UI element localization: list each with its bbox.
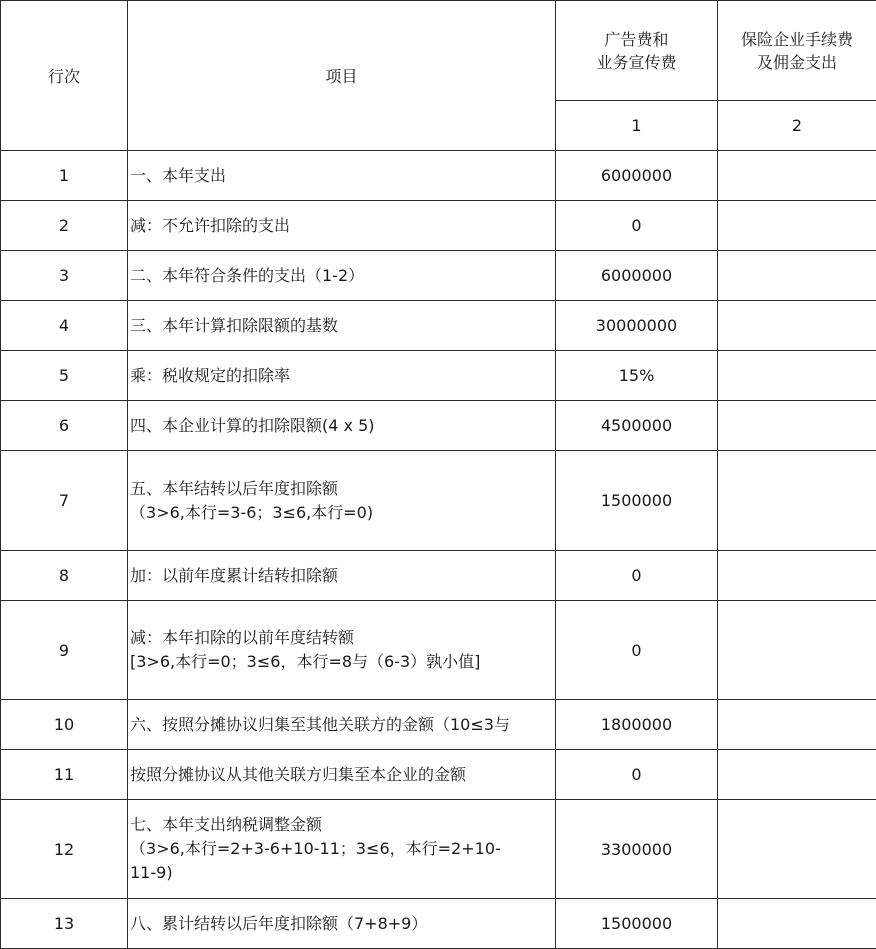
row-item-line: 五、本年结转以后年度扣除额 (130, 477, 555, 501)
row-col1-value: 1500000 (556, 451, 718, 551)
row-col1-value: 0 (556, 201, 718, 251)
row-item (128, 750, 556, 800)
header-row (1, 1, 876, 101)
row-col1-value: 6000000 (556, 251, 718, 301)
row-item-line: [3>6,本行=0；3≤6，本行=8与（6-3）孰小值] (130, 650, 555, 674)
row-number: 8 (1, 551, 128, 601)
table-row (1, 601, 876, 700)
row-item (128, 551, 556, 601)
row-col1-value: 0 (556, 750, 718, 800)
header-row-no: 行次 (1, 1, 128, 151)
row-item-line: 乘：税收规定的扣除率 (130, 364, 555, 388)
row-col1-value: 0 (556, 551, 718, 601)
header-col1-index: 1 (556, 101, 718, 151)
row-number: 12 (1, 800, 128, 899)
row-col2-value (718, 700, 876, 750)
table-row (1, 899, 876, 949)
row-item-line: 三、本年计算扣除限额的基数 (130, 314, 555, 338)
row-col1-value: 1500000 (556, 899, 718, 949)
table-row (1, 151, 876, 201)
row-col2-value (718, 201, 876, 251)
table-row (1, 551, 876, 601)
row-number: 1 (1, 151, 128, 201)
row-col2-value (718, 301, 876, 351)
row-col2-value (718, 401, 876, 451)
row-item-line: （3>6,本行=3-6；3≤6,本行=0) (130, 501, 555, 525)
row-item (128, 899, 556, 949)
row-item-line: 八、累计结转以后年度扣除额（7+8+9） (130, 912, 555, 936)
row-item-line: 四、本企业计算的扣除限额(4 x 5) (130, 414, 555, 438)
row-item-line: 六、按照分摊协议归集至其他关联方的金额（10≤3与 (130, 713, 555, 737)
row-col2-value (718, 351, 876, 401)
header-col1-title-line2: 业务宣传费 (556, 51, 717, 74)
header-col2-title-line2: 及佣金支出 (718, 51, 876, 74)
row-col1-value: 0 (556, 601, 718, 700)
header-col1-title (556, 1, 718, 101)
row-col1-value: 6000000 (556, 151, 718, 201)
row-col2-value (718, 551, 876, 601)
row-item (128, 251, 556, 301)
row-col1-value: 1800000 (556, 700, 718, 750)
row-number: 7 (1, 451, 128, 551)
row-number: 10 (1, 700, 128, 750)
row-item (128, 700, 556, 750)
row-item-line: 减：本年扣除的以前年度结转额 (130, 626, 555, 650)
row-number: 2 (1, 201, 128, 251)
row-col2-value (718, 601, 876, 700)
row-item-line: 按照分摊协议从其他关联方归集至本企业的金额 (130, 763, 555, 787)
row-item (128, 451, 556, 551)
table-body (1, 151, 876, 949)
header-col2-title (718, 1, 876, 101)
row-item (128, 351, 556, 401)
table-row (1, 301, 876, 351)
row-item-line: 11-9) (130, 861, 555, 885)
table-row (1, 401, 876, 451)
row-col1-value: 15% (556, 351, 718, 401)
table-row (1, 700, 876, 750)
row-number: 3 (1, 251, 128, 301)
row-item (128, 201, 556, 251)
table-row (1, 251, 876, 301)
row-number: 11 (1, 750, 128, 800)
row-item-line: 一、本年支出 (130, 164, 555, 188)
row-col1-value: 4500000 (556, 401, 718, 451)
header-col2-title-line1: 保险企业手续费 (718, 28, 876, 51)
row-col2-value (718, 151, 876, 201)
row-col2-value (718, 750, 876, 800)
table-row (1, 351, 876, 401)
row-number: 5 (1, 351, 128, 401)
header-col1-title-line1: 广告费和 (556, 28, 717, 51)
table-row (1, 451, 876, 551)
row-item (128, 401, 556, 451)
row-item (128, 301, 556, 351)
row-item-line: 加：以前年度累计结转扣除额 (130, 564, 555, 588)
row-col1-value: 3300000 (556, 800, 718, 899)
row-item-line: 二、本年符合条件的支出（1-2） (130, 264, 555, 288)
row-item-line: 减：不允许扣除的支出 (130, 214, 555, 238)
table-row (1, 800, 876, 899)
header-col2-index: 2 (718, 101, 876, 151)
table-row (1, 201, 876, 251)
row-item (128, 800, 556, 899)
row-col2-value (718, 251, 876, 301)
row-item-line: （3>6,本行=2+3-6+10-11；3≤6，本行=2+10- (130, 837, 555, 861)
row-col2-value (718, 451, 876, 551)
row-number: 9 (1, 601, 128, 700)
row-item (128, 151, 556, 201)
header-item: 项目 (128, 1, 556, 151)
row-item-line: 七、本年支出纳税调整金额 (130, 813, 555, 837)
row-number: 6 (1, 401, 128, 451)
row-col1-value: 30000000 (556, 301, 718, 351)
row-number: 4 (1, 301, 128, 351)
table-row (1, 750, 876, 800)
row-col2-value (718, 800, 876, 899)
row-number: 13 (1, 899, 128, 949)
row-col2-value (718, 899, 876, 949)
row-item (128, 601, 556, 700)
